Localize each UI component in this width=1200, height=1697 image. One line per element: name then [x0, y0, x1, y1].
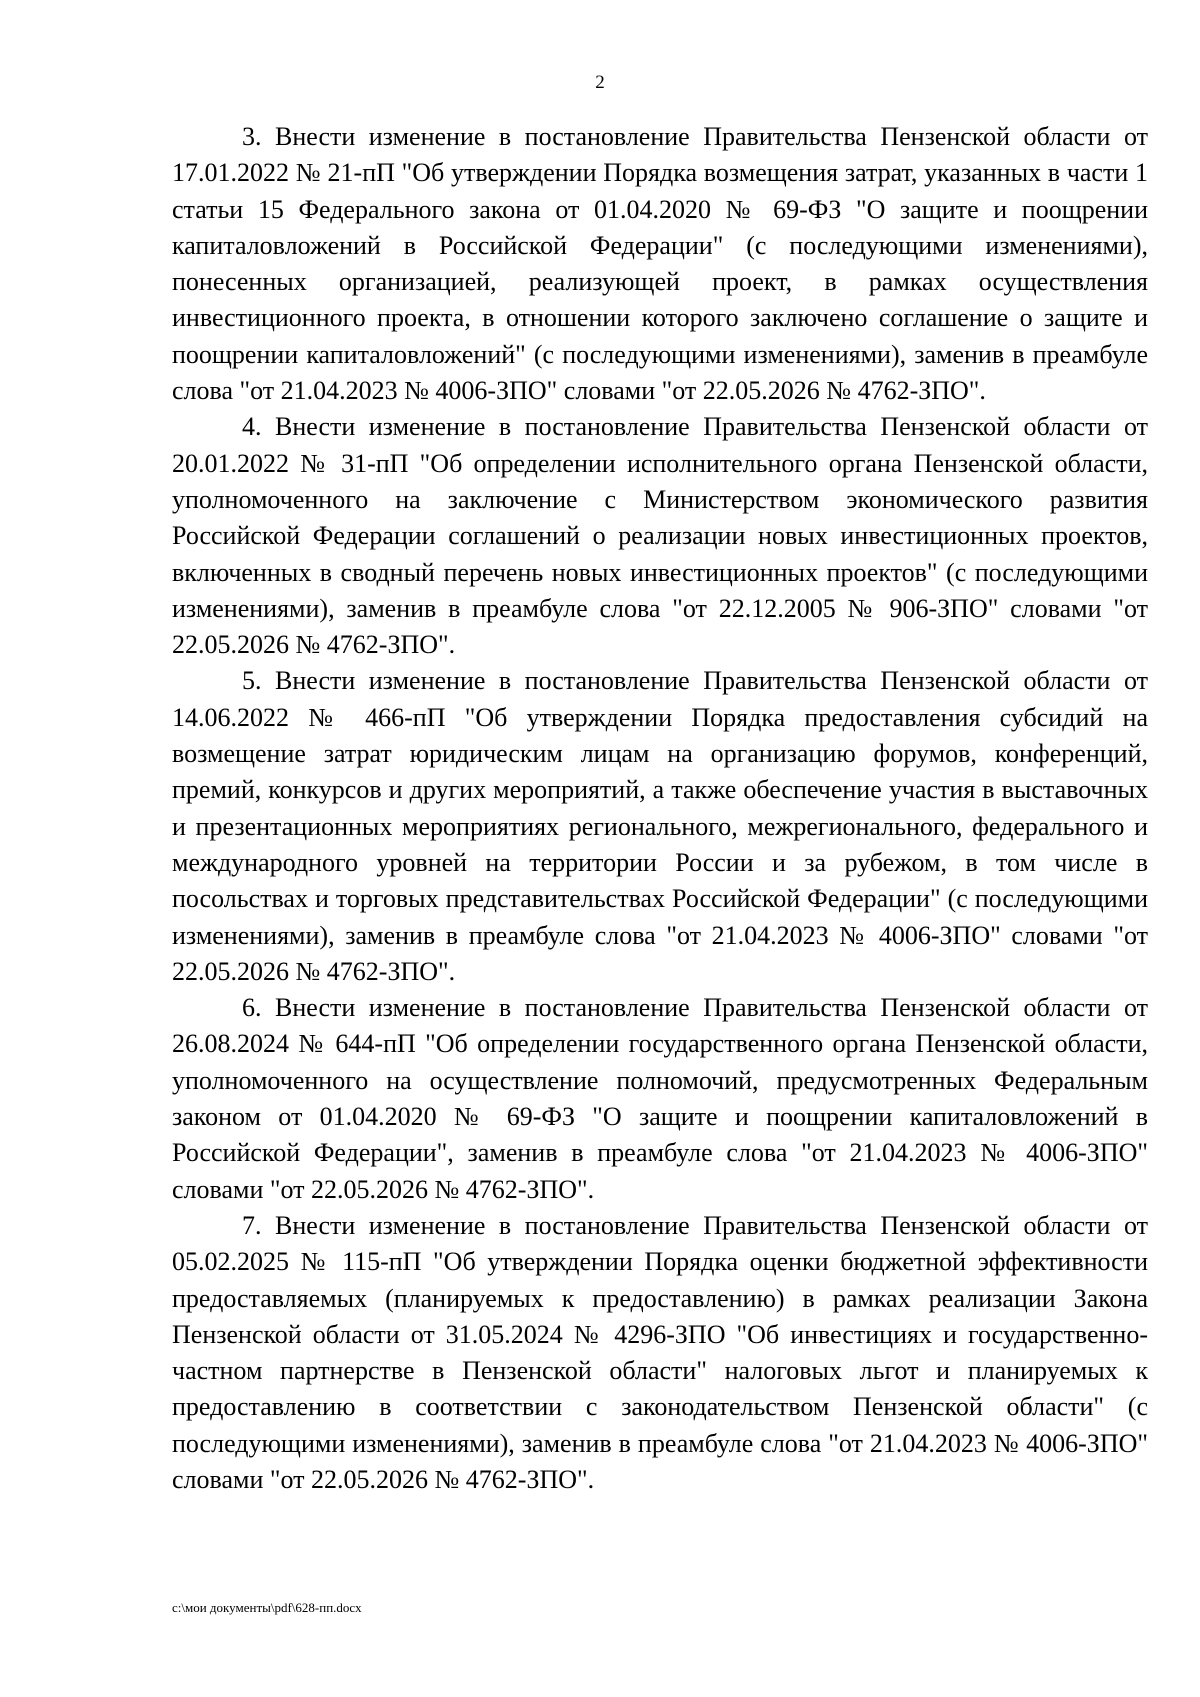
paragraph-4: 4. Внести изменение в постановление Правительства Пензенской области от 20.01.2022 № 31-пП "Об определении исполнительного органа Пензенской области, уполномоченного на заключение с Министерством экономического развития Российской Федерации соглашений о реализации новых инвестиционных проектов, включенных в сводный перечень новых инвестиционных проектов" (с последующими изменениями), заменив в преамбуле слова "от 22.12.2005 № 906-ЗПО" словами "от 22.05.2026 № 4762-ЗПО".: [172, 412, 1148, 660]
footer-file-path: c:\мои документы\pdf\628-пп.docx: [172, 1600, 362, 1615]
page-number: 2: [595, 72, 605, 93]
paragraph-5: 5. Внести изменение в постановление Правительства Пензенской области от 14.06.2022 № 466-пП "Об утверждении Порядка предоставления субсидий на возмещение затрат юридическим лицам на организацию форумов, конференций, премий, конкурсов и других мероприятий, а также обеспечение участия в выставочных и презентационных мероприятиях регионального, межрегионального, федерального и международного уровней на территории России и за рубежом, в том числе в посольствах и торговых представительствах Российской Федерации" (с последующими изменениями), заменив в преамбуле слова "от 21.04.2023 № 4006-ЗПО" словами "от 22.05.2026 № 4762-ЗПО".: [172, 666, 1148, 986]
paragraph-3: 3. Внести изменение в постановление Правительства Пензенской области от 17.01.2022 № 21-пП "Об утверждении Порядка возмещения затрат, указанных в части 1 статьи 15 Федерального закона от 01.04.2020 № 69-ФЗ "О защите и поощрении капиталовложений в Российской Федерации" (с последующими изменениями), понесенных организацией, реализующей проект, в рамках осуществления инвестиционного проекта, в отношении которого заключено соглашение о защите и поощрении капиталовложений" (с последующими изменениями), заменив в преамбуле слова "от 21.04.2023 № 4006-ЗПО" словами "от 22.05.2026 № 4762-ЗПО".: [172, 122, 1148, 406]
paragraph-7: 7. Внести изменение в постановление Правительства Пензенской области от 05.02.2025 № 115-пП "Об утверждении Порядка оценки бюджетной эффективности предоставляемых (планируемых к предоставлению) в рамках реализации Закона Пензенской области от 31.05.2024 № 4296-ЗПО "Об инвестициях и государственно-частном партнерстве в Пензенской области" налоговых льгот и планируемых к предоставлению в соответствии с законодательством Пензенской области" (с последующими изменениями), заменив в преамбуле слова "от 21.04.2023 № 4006-ЗПО" словами "от 22.05.2026 № 4762-ЗПО".: [172, 1210, 1148, 1494]
paragraph-6: 6. Внести изменение в постановление Правительства Пензенской области от 26.08.2024 № 644-пП "Об определении государственного органа Пензенской области, уполномоченного на осуществление полномочий, предусмотренных Федеральным законом от 01.04.2020 № 69-ФЗ "О защите и поощрении капиталовложений в Российской Федерации", заменив в преамбуле слова "от 21.04.2023 № 4006-ЗПО" словами "от 22.05.2026 № 4762-ЗПО".: [172, 993, 1148, 1204]
document-body: [172, 119, 1148, 1498]
